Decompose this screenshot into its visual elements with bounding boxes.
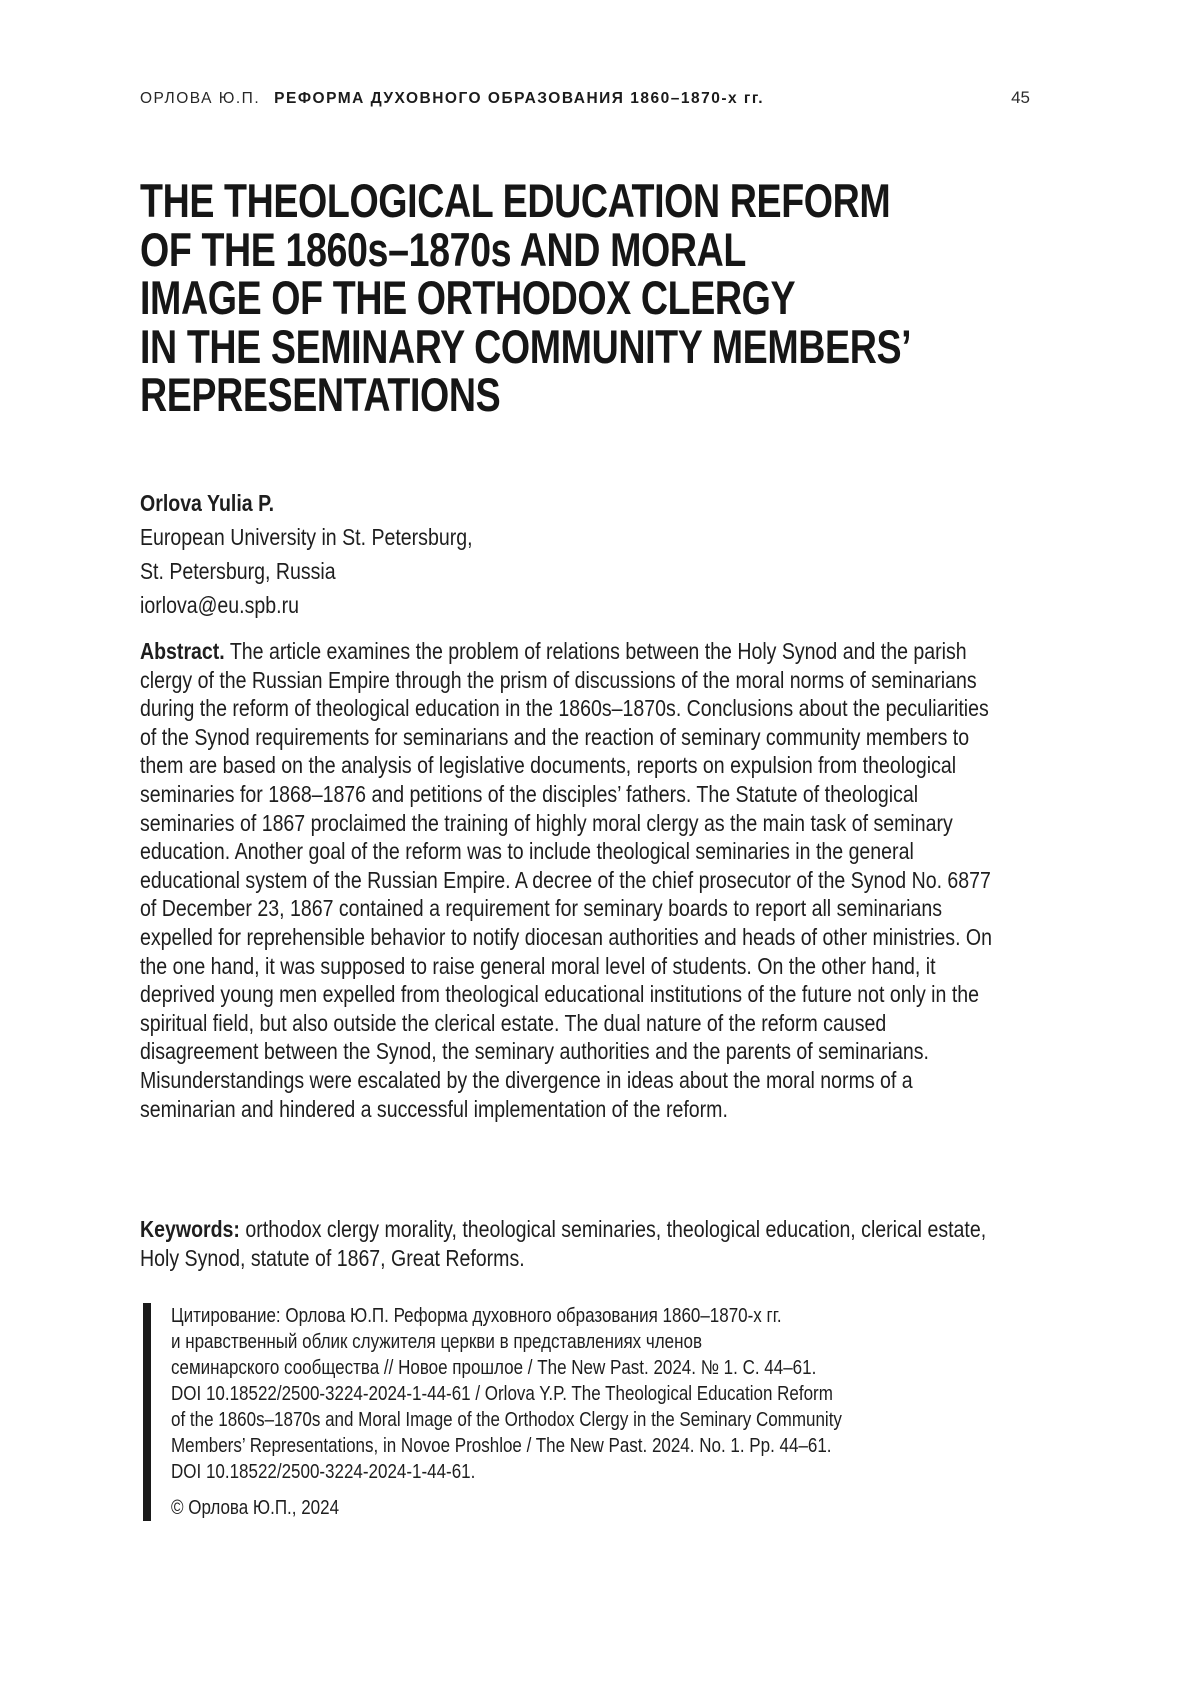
citation-text-wrap <box>171 1303 1004 1521</box>
abstract-label: Abstract. <box>140 638 225 664</box>
abstract-text: The article examines the problem of relations between the Holy Synod and the parish clergy of the Russian Empire through the prism of discussions of the moral norms of seminarians during the reform of theological education in the 1860s–1870s. Conclusions about the peculiarities of the Synod requirements for seminarians and the reaction of seminary community members to them are based on the analysis of legislative documents, reports on expulsion from theological seminaries for 1868–1876 and petitions of the disciples’ fathers. The Statute of theological seminaries of 1867 proclaimed the training of highly moral clergy as the main task of seminary education. Another goal of the reform was to include theological seminaries in the general educational system of the Russian Empire. A decree of the chief prosecutor of the Synod No. 6877 of December 23, 1867 contained a requirement for seminary boards to report all seminarians expelled for reprehensible behavior to notify diocesan authorities and heads of other ministries. On the one hand, it was supposed to raise general moral level of students. On the other hand, it deprived young men expelled from theological educational institutions of the future not only in the spiritual field, but also outside the clerical estate. The dual nature of the reform caused disagreement between the Synod, the seminary authorities and the parents of seminarians. Misunderstandings were escalated by the divergence in ideas about the moral norms of a seminarian and hindered a successful implementation of the reform. <box>140 638 993 1122</box>
author-email: iorlova@eu.spb.ru <box>140 592 299 618</box>
author-name: Orlova Yulia P. <box>140 490 275 516</box>
abstract-section <box>140 637 1003 1123</box>
page-number: 45 <box>1011 88 1030 107</box>
keywords-section <box>140 1215 1003 1272</box>
running-header <box>140 88 1030 108</box>
running-header-article-title: РЕФОРМА ДУХОВНОГО ОБРАЗОВАНИЯ 1860–1870-х гг. <box>274 90 765 107</box>
running-header-author: ОРЛОВА Ю.П. <box>140 90 261 107</box>
citation-accent-bar <box>143 1303 151 1521</box>
author-block <box>140 486 684 622</box>
author-affiliation: European University in St. Petersburg, St. Petersburg, Russia <box>140 524 473 584</box>
copyright-line: © Орлова Ю.П., 2024 <box>171 1497 340 1519</box>
running-header-text <box>140 90 764 108</box>
keywords-text: orthodox clergy morality, theological seminaries, theological education, clerical estate, Holy Synod, statute of 1867, Great Reforms. <box>140 1216 987 1271</box>
citation-section <box>143 1303 1151 1521</box>
article-title: THE THEOLOGICAL EDUCATION REFORM OF THE 1860s–1870s AND MORAL IMAGE OF THE ORTHODOX CLERGY IN THE SEMINARY COMMUNITY MEMBERS’ REPRESENTATIONS <box>140 174 912 421</box>
citation-text: Цитирование: Орлова Ю.П. Реформа духовного образования 1860–1870-х гг. и нравственный облик служителя церкви в представлениях членов семинарского сообщества // Новое прошлое / The New Past. 2024. № 1. С. 44–61. DOI 10.18522/2500-3224-2024-1-44-61 / Orlova Y.P. The Theological Education Reform of the 1860s–1870s and Moral Image of the Orthodox Clergy in the Seminary Community Members’ Representations, in Novoe Proshloe / The New Past. 2024. No. 1. Pp. 44–61. DOI 10.18522/2500-3224-2024-1-44-61. <box>171 1305 842 1483</box>
keywords-label: Keywords: <box>140 1216 240 1242</box>
